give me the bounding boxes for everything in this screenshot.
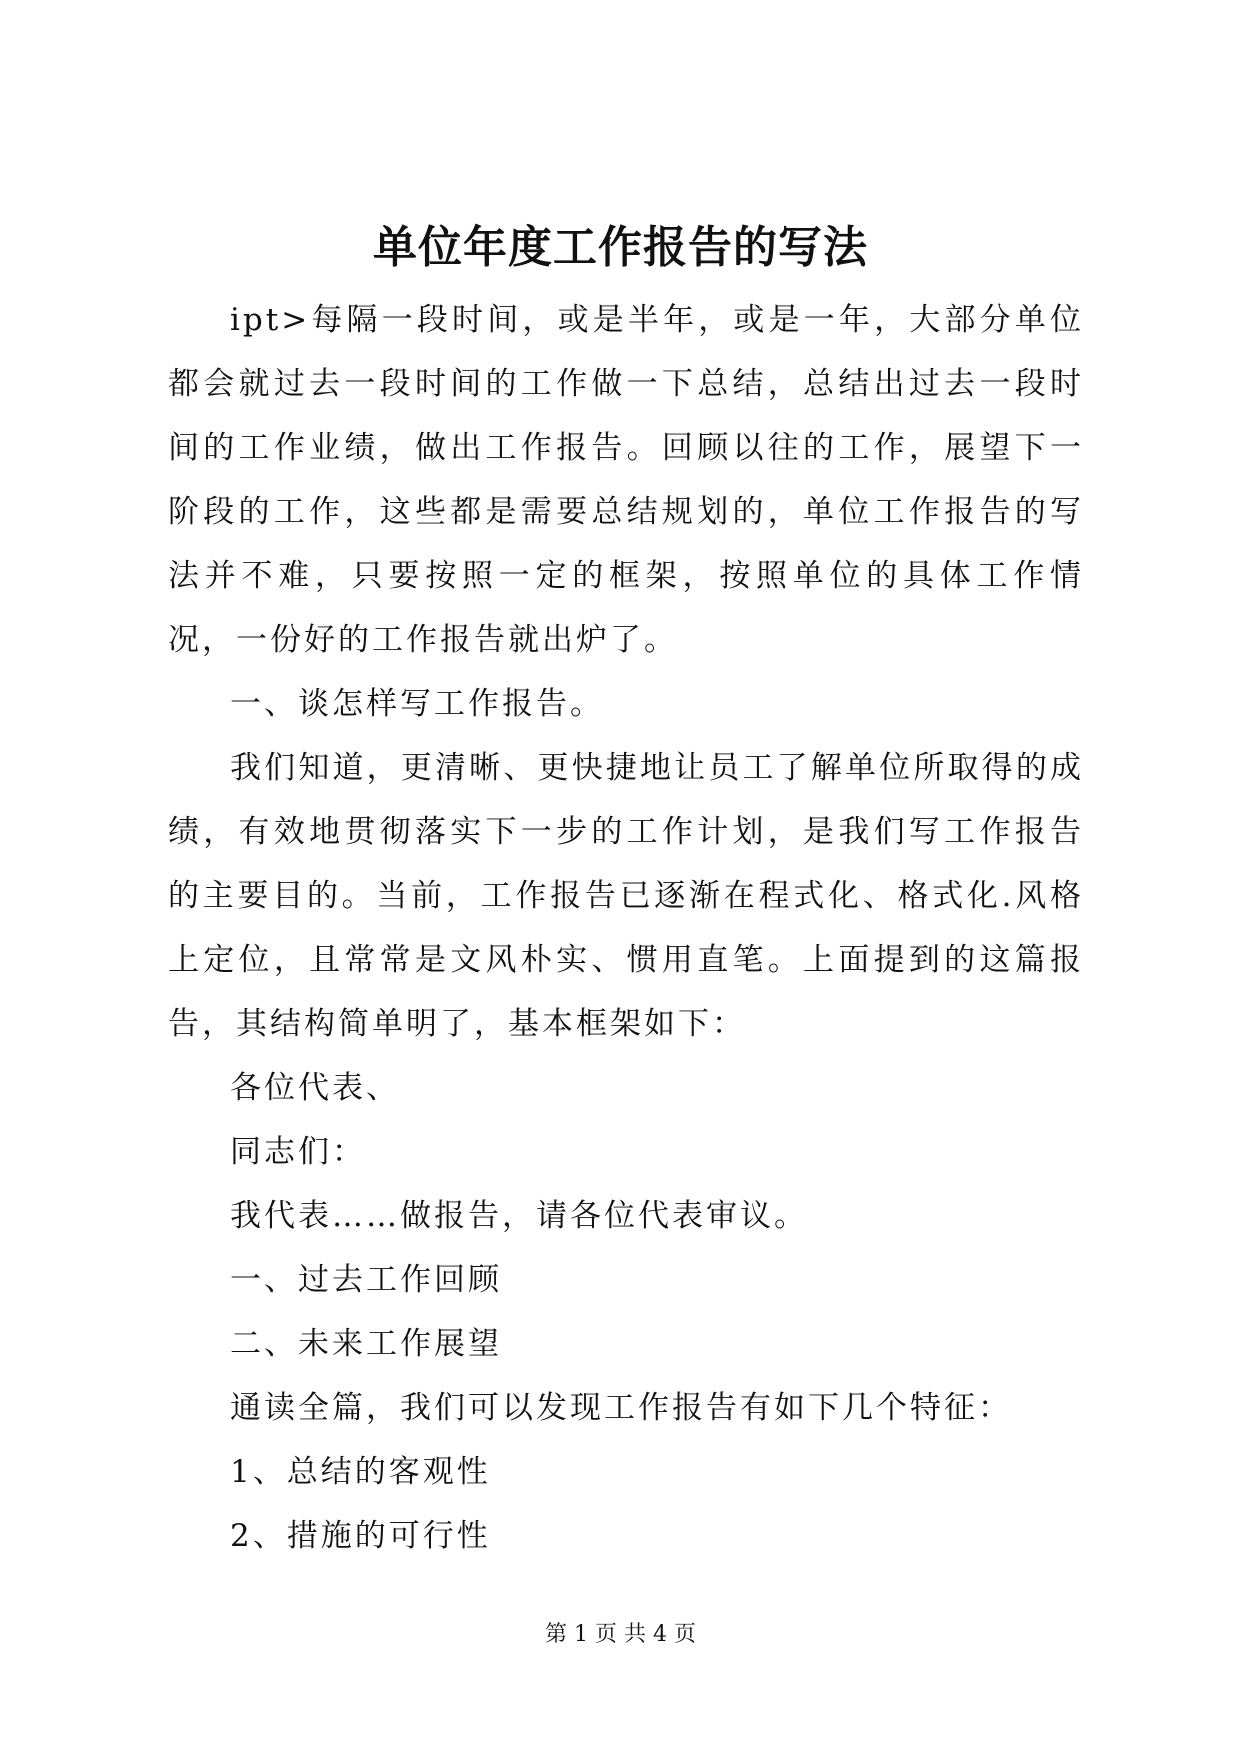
page-footer: 第 1 页 共 4 页	[545, 1622, 696, 1647]
paragraph-explanation: 我们知道，更清晰、更快捷地让员工了解单位所取得的成绩，有效地贯彻落实下一步的工作计划，是我们写工作报告的主要目的。当前，工作报告已逐渐在程式化、格式化.风格上定位，且常常是文风朴实、惯用直笔。上面提到的这篇报告，其结构简单明了，基本框架如下：	[168, 750, 1084, 1042]
paragraph-feature-1: 1、总结的客观性	[230, 1454, 491, 1490]
paragraph-salutation-2: 同志们：	[230, 1134, 366, 1170]
paragraph-salutation-1: 各位代表、	[230, 1070, 400, 1106]
paragraph-outline-1: 一、过去工作回顾	[230, 1262, 502, 1298]
document-title: 单位年度工作报告的写法	[373, 222, 868, 273]
paragraph-intro: ipt>每隔一段时间，或是半年，或是一年，大部分单位都会就过去一段时间的工作做一下总结，总结出过去一段时间的工作业绩，做出工作报告。回顾以往的工作，展望下一阶段的工作，这些都是需要总结规划的，单位工作报告的写法并不难，只要按照一定的框架，按照单位的具体工作情况，一份好的工作报告就出炉了。	[168, 302, 1084, 658]
paragraph-feature-2: 2、措施的可行性	[230, 1518, 491, 1554]
document-body	[168, 288, 1084, 1568]
paragraph-section-heading: 一、谈怎样写工作报告。	[230, 686, 604, 722]
paragraph-features-intro: 通读全篇，我们可以发现工作报告有如下几个特征：	[230, 1390, 1012, 1426]
paragraph-opening: 我代表……做报告，请各位代表审议。	[230, 1198, 808, 1234]
paragraph-outline-2: 二、未来工作展望	[230, 1326, 502, 1362]
